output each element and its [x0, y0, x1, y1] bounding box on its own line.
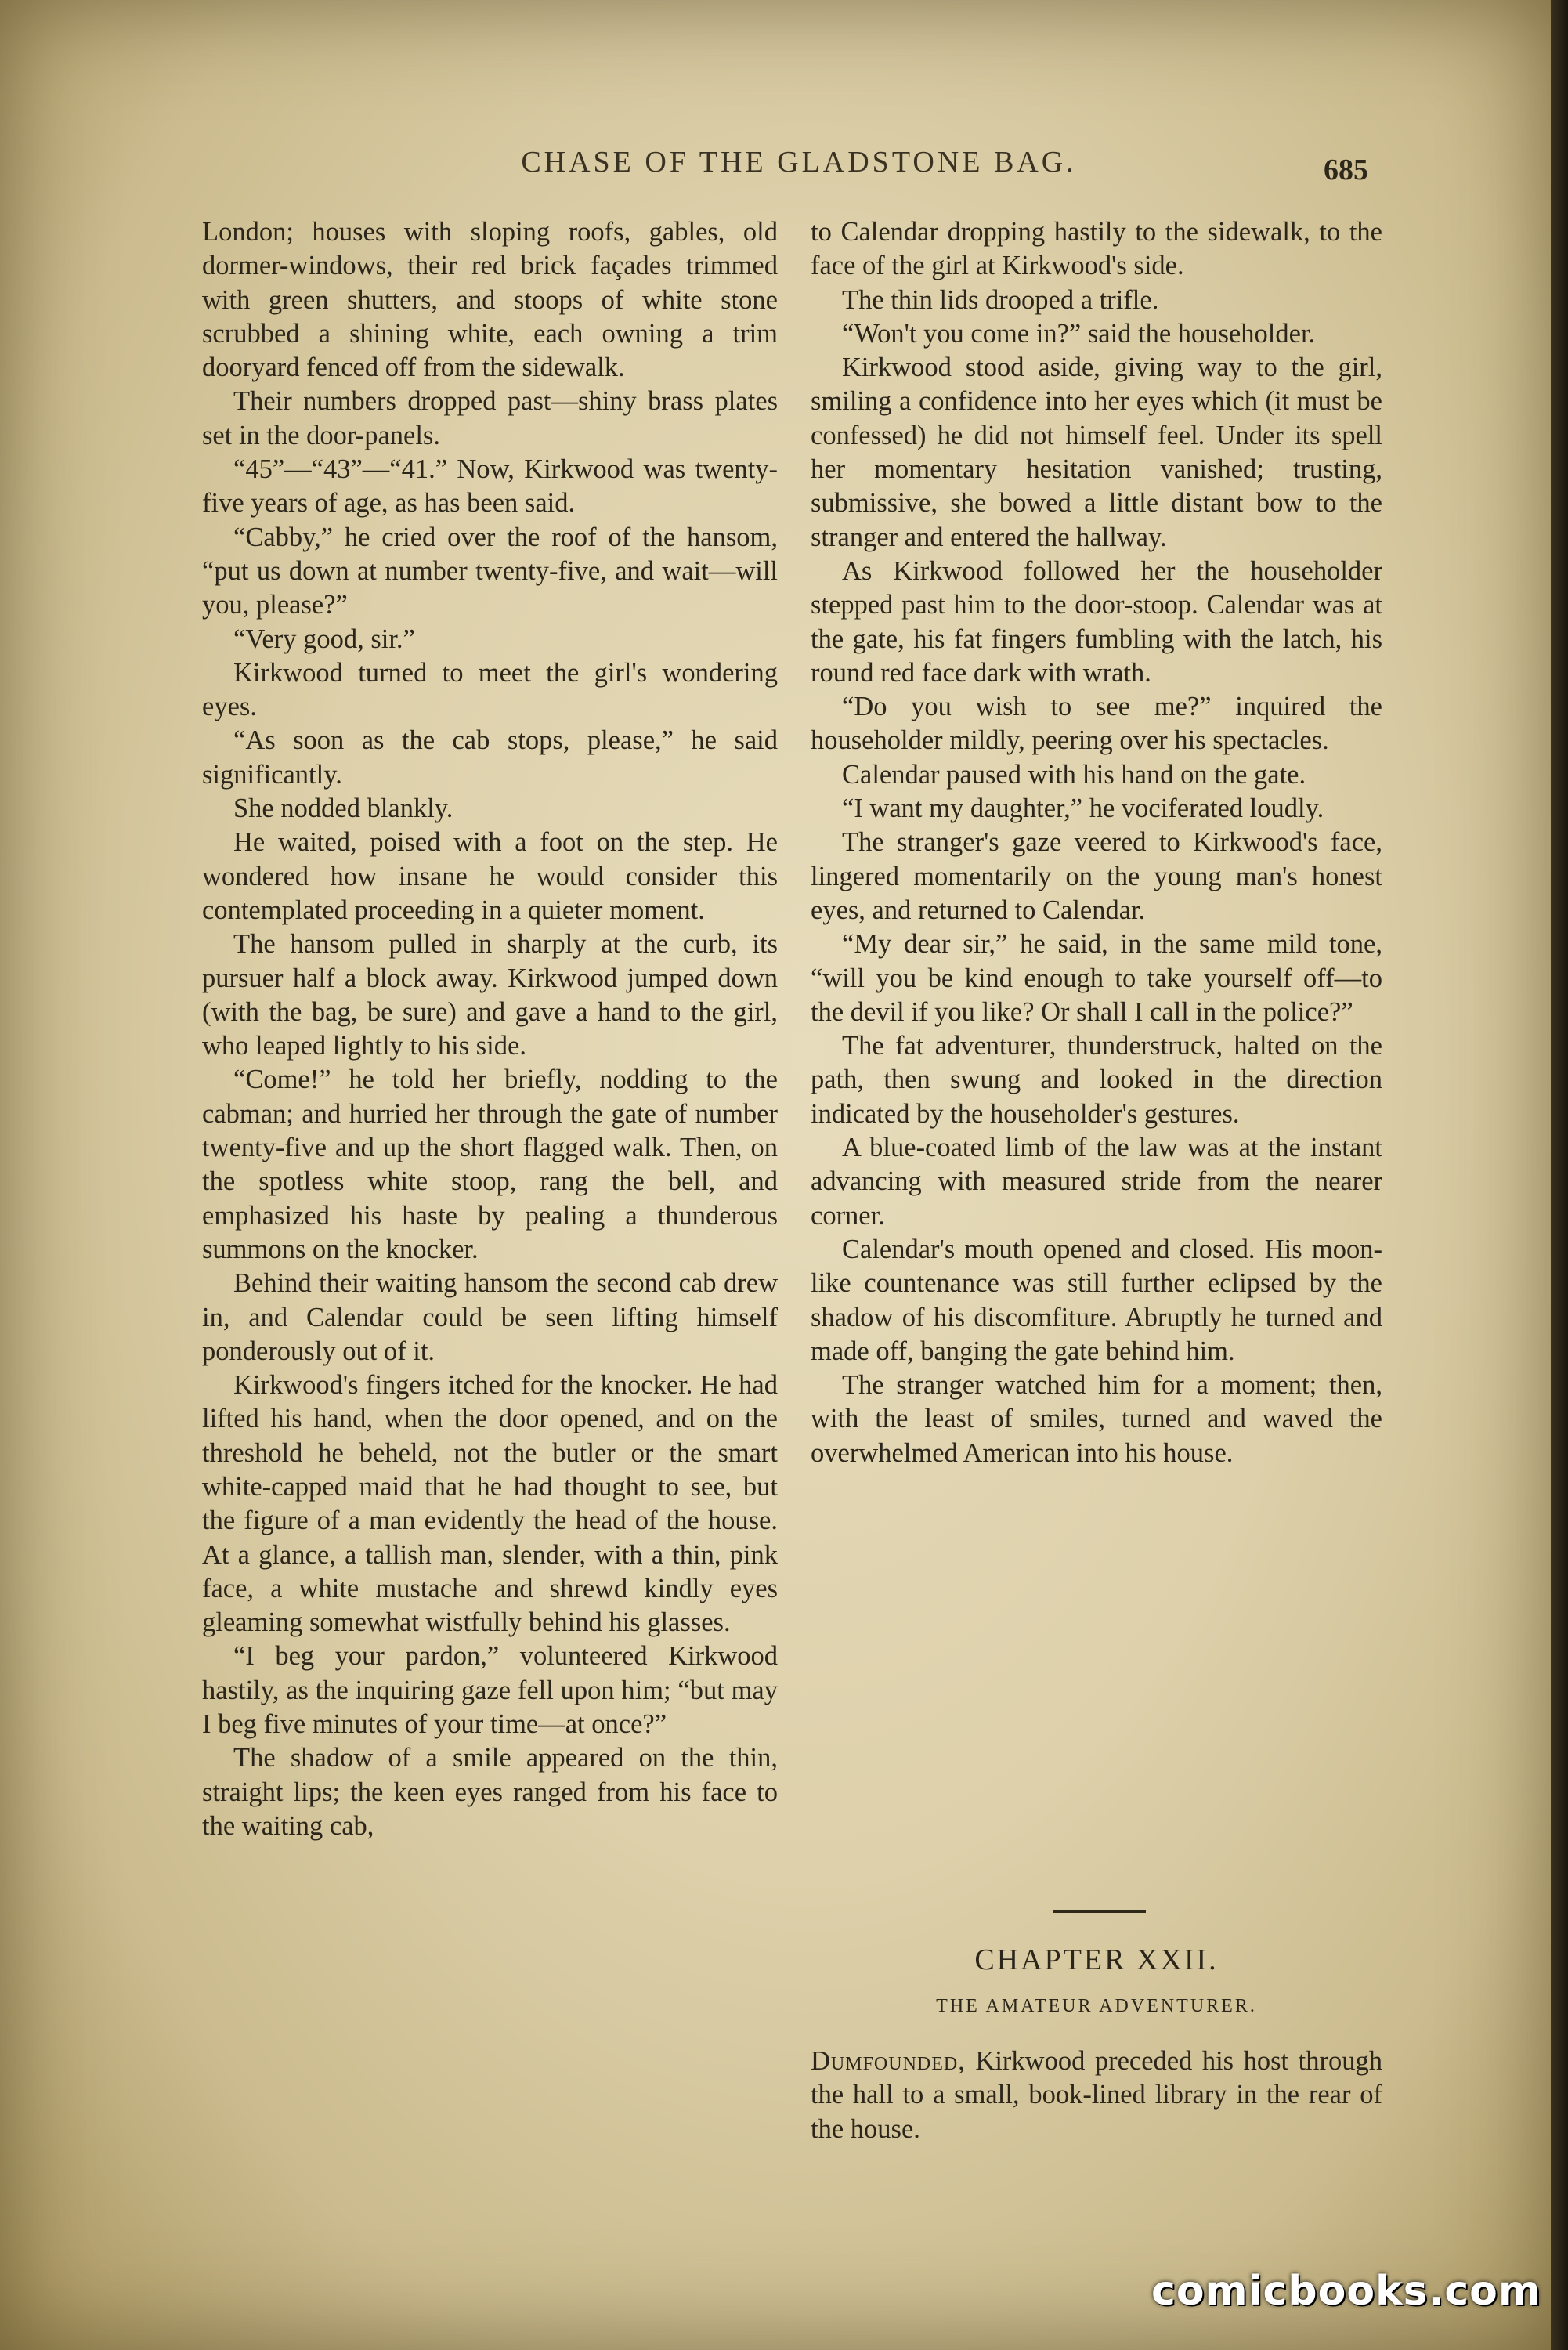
- paragraph: A blue-coated limb of the law was at the instant advancing with measured stride from the nearer corner.: [811, 1133, 1382, 1231]
- paragraph: Kirkwood turned to meet the girl's wondering eyes.: [202, 657, 778, 722]
- paragraph: “As soon as the cab stops, please,” he said significantly.: [202, 725, 778, 790]
- chapter-body-text: Kirkwood preceded his host through the hall to a small, book-lined library in the rear of the house.: [811, 2046, 1382, 2144]
- paragraph: Behind their waiting hansom the second cab drew in, and Calendar could be seen lifting himself ponderously out of it.: [202, 1268, 778, 1366]
- paragraph: The shadow of a smile appeared on the thin, straight lips; the keen eyes ranged from his face to the waiting cab,: [202, 1743, 778, 1841]
- chapter-subtitle: THE AMATEUR ADVENTURER.: [936, 1996, 1257, 2016]
- paragraph: “I want my daughter,” he vociferated loudly.: [842, 794, 1324, 824]
- chapter-opening-paragraph: [811, 2044, 1382, 2146]
- site-watermark: comicbooks.com: [1151, 2268, 1542, 2315]
- paragraph: As Kirkwood followed her the householder stepped past him to the door-stoop. Calendar was at the gate, his fat fingers fumbling with the latch, his round red face dark with wrath.: [811, 555, 1382, 688]
- paragraph: “I beg your pardon,” volunteered Kirkwood hastily, as the inquiring gaze fell upon him; “but may I beg five minutes of your time—at once?”: [202, 1641, 778, 1740]
- paragraph: London; houses with sloping roofs, gables, old dormer-windows, their red brick façades trimmed with green shutters, and stoops of white stone scrubbed a shining white, each owning a trim dooryard fenced off from the sidewalk.: [202, 217, 778, 383]
- paragraph: “45”—“43”—“41.” Now, Kirkwood was twenty-five years of age, as has been said.: [202, 454, 778, 519]
- paragraph: Their numbers dropped past—shiny brass plates set in the door-panels.: [202, 386, 778, 450]
- chapter-lead-word: Dumfounded,: [811, 2046, 966, 2076]
- paragraph: The stranger's gaze veered to Kirkwood's face, lingered momentarily on the young man's honest eyes, and returned to Calendar.: [811, 827, 1382, 925]
- page-edge: [1551, 0, 1568, 2350]
- paragraph: Kirkwood stood aside, giving way to the girl, smiling a confidence into her eyes which (it must be confessed) he did not himself feel. Under its spell her momentary hesitation vanished; trusting, submissive, she bowed a little distant bow to the stranger and entered the hallway.: [811, 352, 1382, 552]
- paragraph: Calendar's mouth opened and closed. His moon-like countenance was still further eclipsed by the shadow of his discomfiture. Abruptly he turned and made off, banging the gate behind him.: [811, 1234, 1382, 1366]
- paragraph: “My dear sir,” he said, in the same mild tone, “will you be kind enough to take yourself off—to the devil if you like? Or shall I call in the police?”: [811, 929, 1382, 1027]
- paragraph: “Cabby,” he cried over the roof of the hansom, “put us down at number twenty-five, and wait—will you, please?”: [202, 522, 778, 620]
- paragraph: He waited, poised with a foot on the step. He wondered how insane he would consider this contemplated proceeding in a quieter moment.: [202, 827, 778, 925]
- paragraph: “Won't you come in?” said the householder.: [842, 318, 1316, 349]
- paragraph: She nodded blankly.: [233, 794, 453, 824]
- left-column: [202, 215, 778, 1843]
- paragraph: “Come!” he told her briefly, nodding to the cabman; and hurried her through the gate of number twenty-five and up the short flagged walk. Then, on the spotless white stoop, rang the bell, and emphasized his haste by pealing a thunderous summons on the knocker.: [202, 1065, 778, 1264]
- paragraph: “Very good, sir.”: [233, 624, 415, 654]
- paragraph: The hansom pulled in sharply at the curb, its pursuer half a block away. Kirkwood jumped down (with the bag, be sure) and gave a hand to the girl, who leaped lightly to his side.: [202, 929, 778, 1061]
- right-column: [811, 215, 1382, 1470]
- paragraph: The stranger watched him for a moment; then, with the least of smiles, turned and waved the overwhelmed American into his house.: [811, 1370, 1382, 1468]
- paragraph: Kirkwood's fingers itched for the knocker. He had lifted his hand, when the door opened, and on the threshold he beheld, not the butler or the smart white-capped maid that he had thought to see, but the figure of a man evidently the head of the house. At a glance, a tallish man, slender, with a thin, pink face, a white mustache and shrewd kindly eyes gleaming somewhat wistfully behind his glasses.: [202, 1370, 778, 1638]
- paragraph: to Calendar dropping hastily to the sidewalk, to the face of the girl at Kirkwood's side.: [811, 217, 1382, 281]
- page-number: 685: [1324, 154, 1368, 186]
- paragraph: Calendar paused with his hand on the gate.: [842, 759, 1306, 790]
- paragraph: The fat adventurer, thunderstruck, halted on the path, then swung and looked in the direction indicated by the householder's gestures.: [811, 1031, 1382, 1129]
- paragraph: “Do you wish to see me?” inquired the householder mildly, peering over his spectacles.: [811, 692, 1382, 756]
- running-title: CHASE OF THE GLADSTONE BAG.: [521, 146, 1077, 179]
- section-divider: [1053, 1910, 1146, 1913]
- chapter-heading: CHAPTER XXII.: [974, 1943, 1219, 1976]
- paragraph: The thin lids drooped a trifle.: [842, 284, 1159, 315]
